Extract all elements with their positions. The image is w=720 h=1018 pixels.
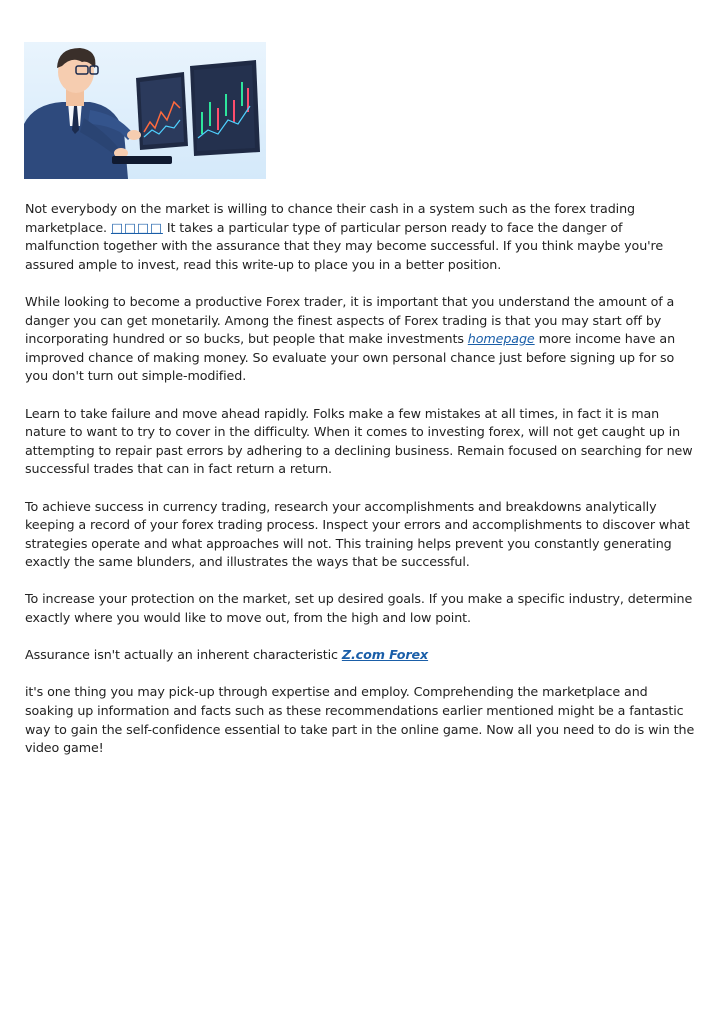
forex-trader-illustration [24,42,266,179]
paragraph-1: Not everybody on the market is willing to chance their cash in a system such as the forex trading marketplace. □□□□ It takes a particular type of particular person ready to face the danger of malfunction together with the assurance that they may become successful. If you think maybe you're assured ample to invest, read this write-up to place you in a better position. [25,201,664,272]
trader-at-monitors-image [24,42,266,179]
paragraph-7: it's one thing you may pick-up through expertise and employ. Comprehending the marketplace and soaking up information and facts such as these recommendations earlier mentioned might be a fantastic way to gain the self-confidence essential to take part in the online game. Now all you need to do is win the video game! [25,684,695,756]
monitor-left [136,72,188,150]
paragraph-2: While looking to become a productive Forex trader, it is important that you understand the amount of a danger you can get monetarily. Among the finest aspects of Forex trading is that you may start off by incorporating hundred or so bucks, but people that make investments homepage more income have an improved chance of making money. So evaluate your own personal chance just before signing up for so you don't turn out simple-modified. [25,293,676,384]
inline-link-1[interactable]: □□□□ [110,219,163,235]
monitor-right [190,60,260,156]
zcom-forex-link[interactable]: Z.com Forex [341,647,429,663]
paragraph-4: To achieve success in currency trading, research your accomplishments and breakdowns analytically keeping a record of your forex trading process. Inspect your errors and accomplishments to discover what strategies operate and what approaches will not. This training helps prevent you constantly generating exactly the same blunders, and illustrates the ways that be successful. [25,498,690,570]
paragraph-3: Learn to take failure and move ahead rapidly. Folks make a few mistakes at all times, in fact it is man nature to want to try to cover in the difficulty. When it comes to investing forex, will not get caught up in attempting to repair past errors by adhering to a declining business. Remain focused on searching for new successful trades that can in fact return a return. [25,405,693,477]
paragraph-5: To increase your protection on the market, set up desired goals. If you make a specific industry, determine exactly where you would like to move out, from the high and low point. [25,591,693,626]
homepage-link[interactable]: homepage [467,331,535,347]
article-body [25,200,697,776]
paragraph-6: Assurance isn't actually an inherent characteristic Z.com Forex [25,647,429,663]
